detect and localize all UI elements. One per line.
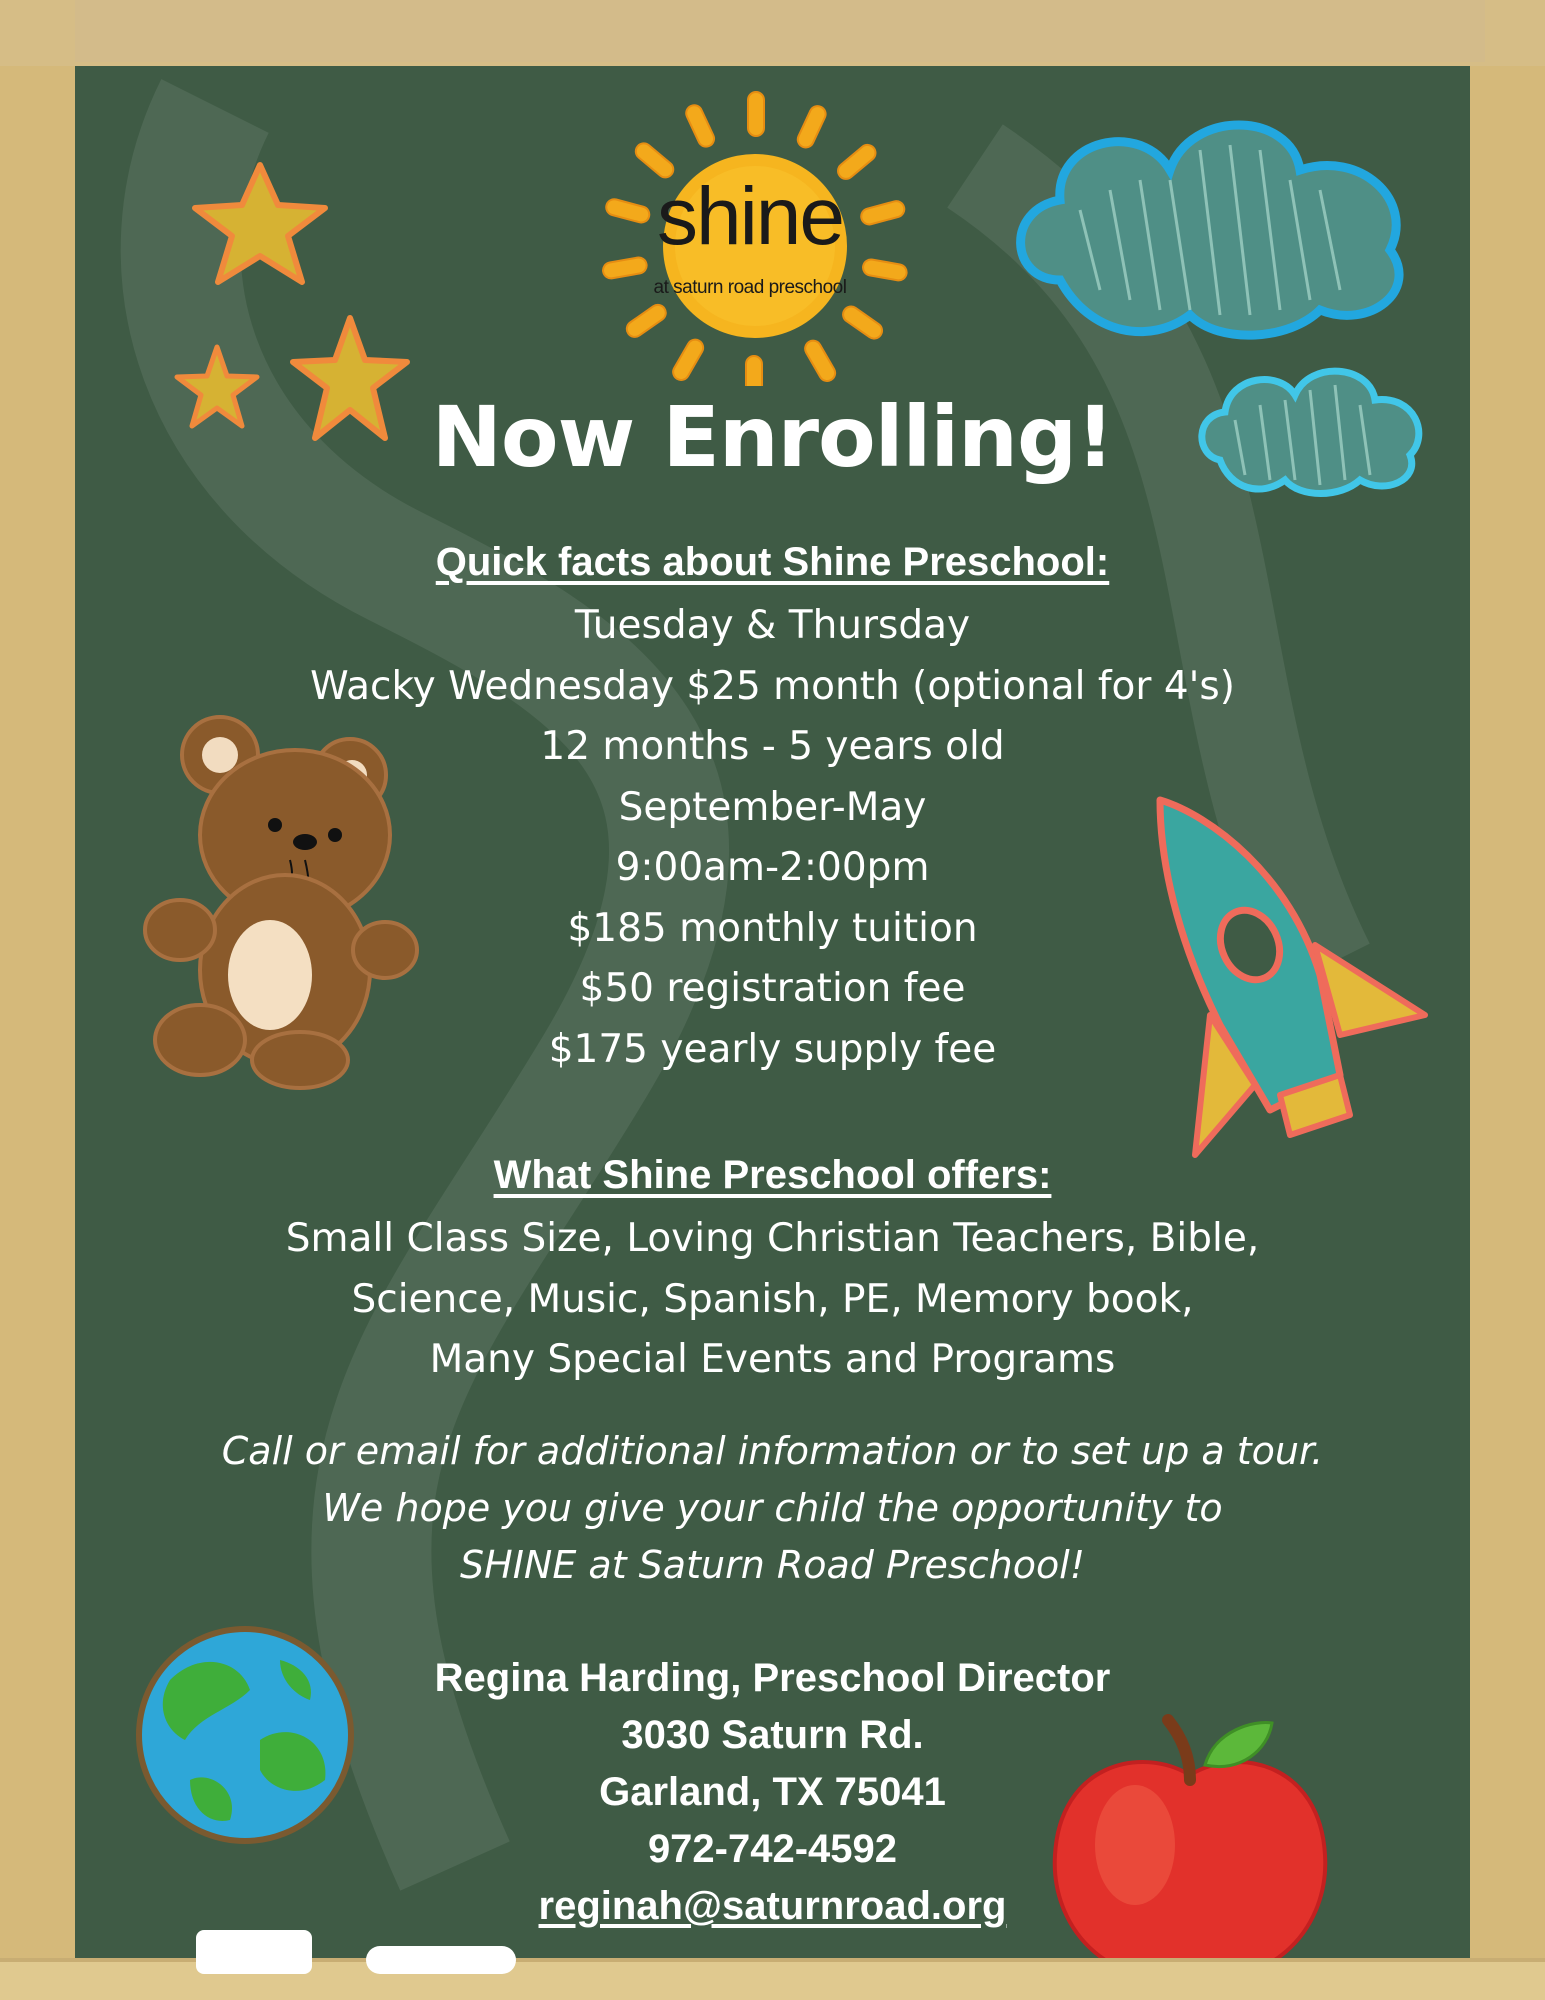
offers-line: Small Class Size, Loving Christian Teachers, Bible, xyxy=(285,1216,1260,1261)
closing-line: Call or email for additional information or to set up a tour. xyxy=(221,1429,1324,1473)
contact-address: 3030 Saturn Rd. xyxy=(621,1713,924,1757)
quick-facts-list xyxy=(0,596,1545,1080)
closing-line: We hope you give your child the opportunity to xyxy=(322,1486,1223,1530)
fact-item: Wacky Wednesday $25 month (optional for 4's) xyxy=(310,663,1235,709)
offers-line: Many Special Events and Programs xyxy=(429,1337,1116,1382)
headline: Now Enrolling! xyxy=(431,388,1114,486)
fact-item: 9:00am-2:00pm xyxy=(615,845,930,890)
chalk-icon xyxy=(366,1946,516,1974)
closing-message xyxy=(0,1423,1545,1594)
quick-facts-heading: Quick facts about Shine Preschool: xyxy=(435,540,1110,584)
chalk-icon xyxy=(196,1930,312,1974)
contact-phone[interactable]: 972-742-4592 xyxy=(647,1827,898,1871)
fact-item: $175 yearly supply fee xyxy=(548,1026,997,1072)
contact-name: Regina Harding, Preschool Director xyxy=(434,1656,1111,1700)
cloud-icon xyxy=(1000,90,1420,350)
closing-line: SHINE at Saturn Road Preschool! xyxy=(460,1543,1085,1587)
contact-city: Garland, TX 75041 xyxy=(599,1770,946,1814)
offers-line: Science, Music, Spanish, PE, Memory book, xyxy=(351,1276,1194,1322)
fact-item: September-May xyxy=(618,784,927,830)
fact-item: $50 registration fee xyxy=(579,966,966,1011)
fact-item: 12 months - 5 years old xyxy=(540,724,1005,769)
fact-item: $185 monthly tuition xyxy=(567,905,978,951)
logo-subtitle: at saturn road preschool xyxy=(653,277,847,298)
logo-wordmark: shine xyxy=(656,171,844,262)
contact-block xyxy=(0,1650,1545,1935)
offers-list xyxy=(0,1209,1545,1391)
fact-item: Tuesday & Thursday xyxy=(574,603,971,648)
board-frame-top xyxy=(0,0,1545,66)
offers-heading: What Shine Preschool offers: xyxy=(493,1153,1052,1197)
star-icon xyxy=(180,160,360,290)
contact-email-link[interactable]: reginah@saturnroad.org xyxy=(538,1884,1007,1928)
